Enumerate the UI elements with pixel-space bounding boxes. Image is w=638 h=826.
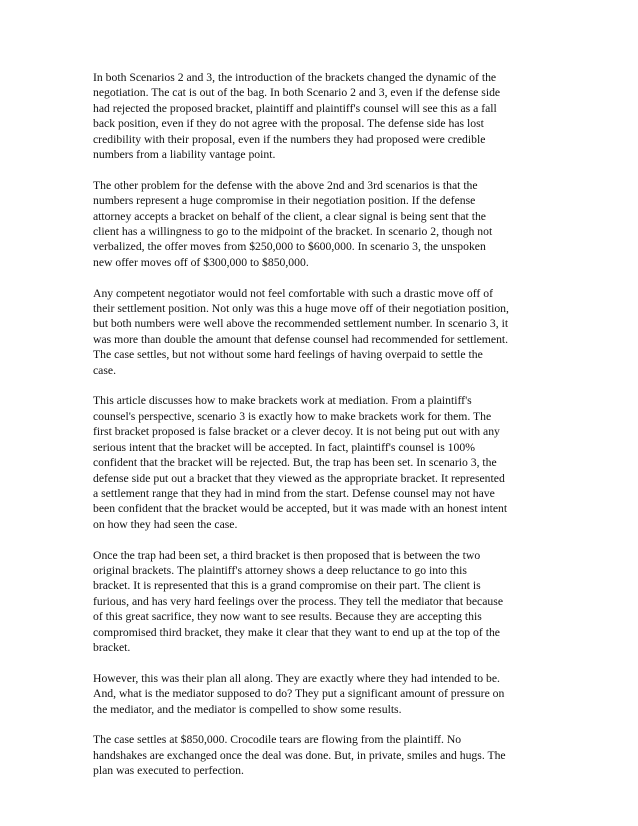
- text-line: negotiation. The cat is out of the bag. In both Scenario 2 and 3, even if the defense side: [93, 86, 501, 100]
- text-line: credibility with their proposal, even if the numbers they had proposed were credible: [93, 132, 486, 146]
- text-line: Once the trap had been set, a third bracket is then proposed that is between the two: [93, 548, 481, 562]
- text-line: been confident that the bracket would be accepted, but it was made with an honest intent: [93, 502, 508, 516]
- text-line: Any competent negotiator would not feel comfortable with such a drastic move off of: [93, 286, 493, 300]
- text-line: handshakes are exchanged once the deal was done. But, in private, smiles and hugs. The: [93, 748, 506, 762]
- text-line: verbalized, the offer moves from $250,000 to $600,000. In scenario 3, the unspoken: [93, 240, 486, 254]
- text-line: original brackets. The plaintiff's attorney shows a deep reluctance to go into this: [93, 563, 467, 577]
- text-line: numbers from a liability vantage point.: [93, 148, 276, 162]
- text-line: bracket.: [93, 640, 131, 654]
- text-line: had rejected the proposed bracket, plaintiff and plaintiff's counsel will see this as a fall: [93, 101, 497, 115]
- document-body: [93, 70, 551, 794]
- text-line: However, this was their plan all along. They are exactly where they had intended to be.: [93, 671, 500, 685]
- text-line: confident that the bracket will be rejected. But, the trap has been set. In scenario 3, the: [93, 456, 497, 470]
- paragraph-4: [93, 393, 551, 532]
- text-line: counsel's perspective, scenario 3 is exactly how to make brackets work for them. The: [93, 409, 492, 423]
- text-line: their settlement position. Not only was this a huge move off of their negotiation position,: [93, 302, 509, 316]
- text-line: And, what is the mediator supposed to do? They put a significant amount of pressure on: [93, 687, 505, 701]
- text-line: furious, and has very hard feelings over the process. They tell the mediator that because: [93, 594, 504, 608]
- text-line: numbers represent a huge compromise in their negotiation position. If the defense: [93, 194, 476, 208]
- text-line: The case settles at $850,000. Crocodile tears are flowing from the plaintiff. No: [93, 733, 462, 747]
- paragraph-3: [93, 286, 551, 378]
- text-line: attorney accepts a bracket on behalf of the client, a clear signal is being sent that the: [93, 209, 486, 223]
- text-line: The other problem for the defense with the above 2nd and 3rd scenarios is that the: [93, 178, 478, 192]
- text-line: the mediator, and the mediator is compelled to show some results.: [93, 702, 402, 716]
- paragraph-5: [93, 548, 551, 656]
- text-line: case.: [93, 363, 117, 377]
- paragraph-1: [93, 70, 551, 162]
- text-line: defense side put out a bracket that they viewed as the appropriate bracket. It represented: [93, 471, 505, 485]
- text-line: client has a willingness to go to the midpoint of the bracket. In scenario 2, though not: [93, 225, 493, 239]
- text-line: The case settles, but not without some hard feelings of having overpaid to settle the: [93, 348, 483, 362]
- text-line: on how they had seen the case.: [93, 517, 238, 531]
- text-line: new offer moves off of $300,000 to $850,000.: [93, 255, 309, 269]
- paragraph-7: [93, 732, 551, 778]
- text-line: bracket. It is represented that this is a grand compromise on their part. The client is: [93, 579, 481, 593]
- text-line: In both Scenarios 2 and 3, the introduction of the brackets changed the dynamic of the: [93, 71, 497, 84]
- text-line: was more than double the amount that defense counsel had recommended for settlement.: [93, 332, 509, 346]
- text-line: of this great sacrifice, they now want to see results. Because they are accepting this: [93, 610, 482, 624]
- text-line: first bracket proposed is false bracket or a clever decoy. It is not being put out with any: [93, 425, 500, 439]
- paragraph-2: [93, 178, 551, 270]
- paragraph-6: [93, 671, 551, 717]
- text-line: compromised third bracket, they make it clear that they want to end up at the top of the: [93, 625, 500, 639]
- text-line: a settlement range that they had in mind from the start. Defense counsel may not have: [93, 486, 495, 500]
- text-line: back position, even if they do not agree with the proposal. The defense side has lost: [93, 117, 484, 131]
- text-line: serious intent that the bracket will be accepted. In fact, plaintiff's counsel is 100%: [93, 440, 475, 454]
- text-line: This article discusses how to make brackets work at mediation. From a plaintiff's: [93, 394, 472, 408]
- text-line: plan was executed to perfection.: [93, 764, 244, 778]
- text-line: but both numbers were well above the recommended settlement number. In scenario 3, it: [93, 317, 509, 331]
